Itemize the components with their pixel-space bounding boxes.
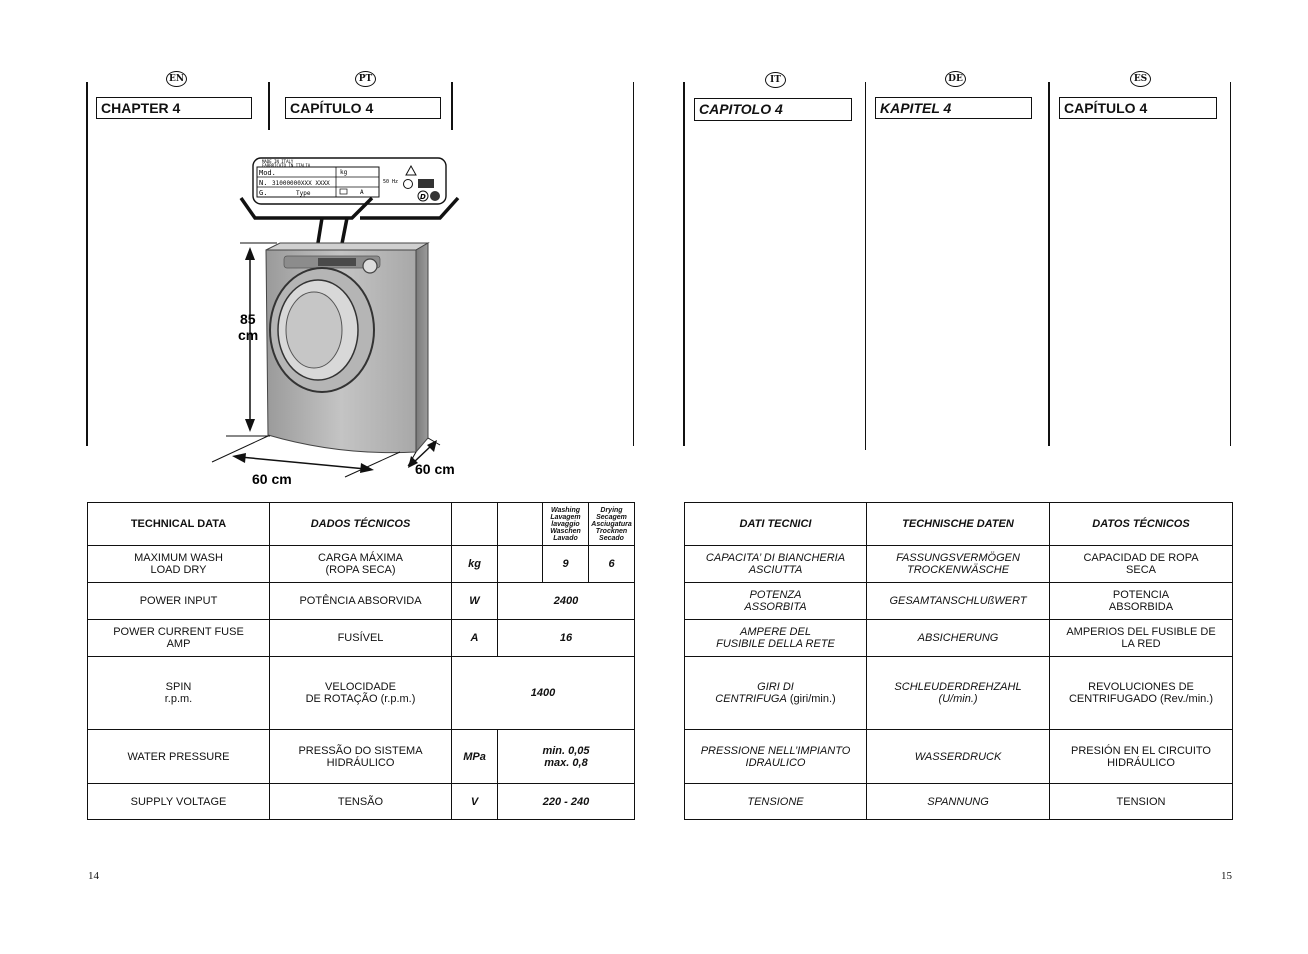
table-row: MAXIMUM WASH LOAD DRY CARGA MÁXIMA (ROPA SECA) kg 9 6 — [88, 546, 635, 583]
plate-type: Type — [296, 190, 311, 197]
column-rule — [1230, 82, 1231, 446]
plate-kg: kg — [340, 169, 348, 176]
plate-a: A — [360, 189, 364, 196]
column-rule — [451, 82, 453, 130]
height-value: 85 — [240, 311, 256, 327]
table-row: SPIN r.p.m. VELOCIDADE DE ROTAÇÃO (r.p.m.) 1400 — [88, 657, 635, 730]
language-flag-de: DE — [945, 71, 966, 87]
plate-n: N. — [259, 179, 268, 187]
column-rule — [865, 82, 866, 450]
plate-g: G. — [259, 189, 268, 197]
plate-line2: FABBRICATO IN ITALIA — [262, 163, 311, 168]
table-row: POWER CURRENT FUSE AMP FUSÍVEL A 16 — [88, 620, 635, 657]
column-rule — [1048, 82, 1050, 446]
chapter-title-es: CAPÍTULO 4 — [1059, 97, 1217, 119]
language-flag-it: IT — [765, 72, 786, 88]
chapter-title-it: CAPITOLO 4 — [694, 98, 852, 121]
header-de: TECHNISCHE DATEN — [867, 503, 1050, 546]
column-rule — [86, 82, 88, 446]
table-row: PRESSIONE NELL’IMPIANTO IDRAULICO WASSERDRUCK PRESIÓN EN EL CIRCUITO HIDRÁULICO — [685, 730, 1233, 784]
depth-label: 60 cm — [415, 461, 455, 477]
table-row: GIRI DI CENTRIFUGA (giri/min.) SCHLEUDERDREHZAHL (U/min.) REVOLUCIONES DE CENTRIFUGADO (Rev./min.) — [685, 657, 1233, 730]
header-pt: DADOS TÉCNICOS — [270, 503, 452, 546]
header-unit — [452, 503, 498, 546]
table-row: CAPACITA’ DI BIANCHERIA ASCIUTTA FASSUNGSVERMÖGEN TROCKENWÄSCHE CAPACIDAD DE ROPA SECA — [685, 546, 1233, 583]
header-es: DATOS TÉCNICOS — [1050, 503, 1233, 546]
page-number-left: 14 — [88, 870, 99, 882]
table-row: POTENZA ASSORBITA GESAMTANSCHLUßWERT POTENCIA ABSORBIDA — [685, 583, 1233, 620]
chapter-title-de: KAPITEL 4 — [875, 97, 1032, 119]
column-rule — [268, 82, 270, 130]
page-number-right: 15 — [1221, 870, 1232, 882]
column-rule — [683, 82, 685, 446]
header-blank — [498, 503, 543, 546]
washing-machine-illustration — [200, 150, 480, 495]
language-flag-es: ES — [1130, 71, 1151, 87]
table-row: WATER PRESSURE PRESSÃO DO SISTEMA HIDRÁULICO MPa min. 0,05 max. 0,8 — [88, 730, 635, 784]
column-rule — [633, 82, 634, 446]
plate-hz: 50 Hz — [383, 179, 399, 185]
plate-d: D — [420, 193, 426, 201]
table-row: SUPPLY VOLTAGE TENSÃO V 220 - 240 — [88, 784, 635, 820]
technical-data-table-right — [684, 502, 1233, 820]
table-row: AMPERE DEL FUSIBILE DELLA RETE ABSICHERUNG AMPERIOS DEL FUSIBLE DE LA RED — [685, 620, 1233, 657]
chapter-title-pt: CAPÍTULO 4 — [285, 97, 441, 119]
header-washing: Washing Lavagem lavaggio Waschen Lavado — [543, 503, 589, 546]
rating-plate — [253, 158, 446, 204]
table-row: TENSIONE SPANNUNG TENSION — [685, 784, 1233, 820]
header-en: TECHNICAL DATA — [88, 503, 270, 546]
width-label: 60 cm — [252, 471, 292, 487]
table-row: POWER INPUT POTÊNCIA ABSORVIDA W 2400 — [88, 583, 635, 620]
language-flag-pt: PT — [355, 71, 376, 87]
plate-mod: Mod. — [259, 169, 276, 177]
header-it: DATI TECNICI — [685, 503, 867, 546]
height-unit: cm — [238, 327, 259, 343]
plate-serial: 31000000XXX XXXX — [272, 180, 330, 187]
language-flag-en: EN — [166, 71, 187, 87]
technical-data-table-left — [87, 502, 635, 820]
plate-line1: MADE IN ITALY — [262, 159, 294, 164]
header-drying: Drying Secagem Asciugatura Trocknen Secado — [589, 503, 635, 546]
chapter-title-en: CHAPTER 4 — [96, 97, 252, 119]
